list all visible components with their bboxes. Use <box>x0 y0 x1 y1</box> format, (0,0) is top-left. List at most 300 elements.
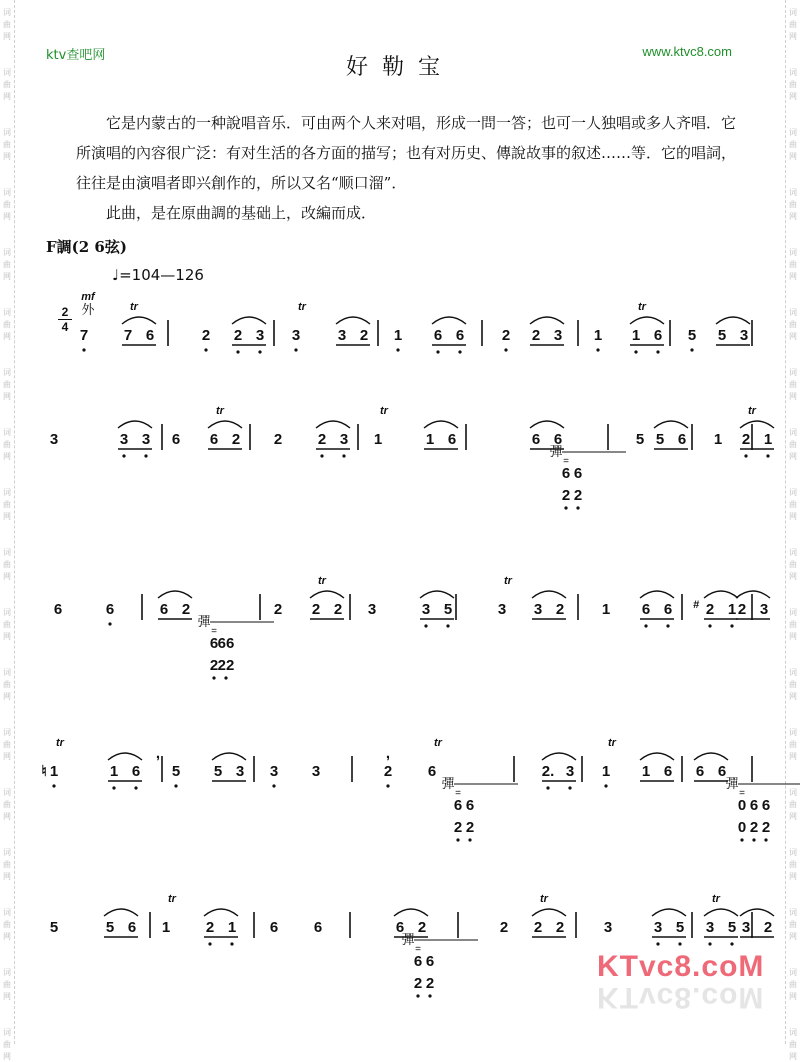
note: 2 <box>763 919 773 936</box>
margin-watermark-char: 曲 <box>789 140 797 149</box>
margin-watermark-char: 网 <box>3 32 11 41</box>
note: 3 <box>705 919 715 936</box>
score-row-4-notes <box>41 720 771 850</box>
note: 2 <box>231 431 241 448</box>
note: 2 <box>317 431 327 448</box>
margin-watermark-char: 网 <box>3 212 11 221</box>
key-signature <box>46 236 127 257</box>
margin-watermark-char: 曲 <box>3 860 11 869</box>
note: 5 <box>727 919 737 936</box>
trill-mark: tr <box>504 575 512 587</box>
margin-watermark-char: 网 <box>3 992 11 1001</box>
octave-dot <box>656 942 659 945</box>
margin-watermark-char: 曲 <box>3 80 11 89</box>
score-row-3 <box>46 566 769 686</box>
margin-watermark-char: 网 <box>789 752 797 761</box>
note: 1 <box>393 327 403 344</box>
note: 2 <box>233 327 243 344</box>
margin-watermark-char: 网 <box>789 632 797 641</box>
site-watermark-logo: KTvc8.coM <box>597 950 765 983</box>
octave-dot <box>396 348 399 351</box>
pluck-mark: 彈 <box>725 777 739 792</box>
octave-dot <box>766 454 769 457</box>
chord-note: 2 <box>561 487 571 504</box>
chord-note: 0 <box>737 819 747 836</box>
octave-dot <box>596 348 599 351</box>
octave-dot <box>212 676 215 679</box>
chord-note: 0 <box>737 797 747 814</box>
octave-dot <box>678 942 681 945</box>
margin-watermark-char: 词 <box>789 68 797 77</box>
breath-mark: , <box>385 745 391 762</box>
tempo-value: =104—126 <box>119 266 204 284</box>
dynamic-mark: mf <box>81 291 95 303</box>
note: 3 <box>255 327 265 344</box>
note: 6 <box>553 431 563 448</box>
note: 2 <box>555 919 565 936</box>
margin-watermark-char: 词 <box>3 968 11 977</box>
slur <box>118 421 152 428</box>
octave-dot <box>416 994 419 997</box>
note: 1 <box>161 919 171 936</box>
breath-mark: , <box>155 745 161 762</box>
margin-watermark-char: 曲 <box>789 980 797 989</box>
octave-dot <box>108 622 111 625</box>
octave-dot <box>644 624 647 627</box>
site-url-right[interactable]: www.ktvc8.com <box>642 44 732 59</box>
margin-watermark-char: 词 <box>3 308 11 317</box>
margin-watermark-char: 词 <box>3 548 11 557</box>
intro-paragraph: 它是内蒙古的一种說唱音乐．可由两个人来对唱，形成一問一答；也可一人独唱或多人齐唱．它所演唱的內容很广泛：有对生活的各方面的描写；也有对历史、傳說故事的叙述……等．它的唱詞，往往是由演唱者即兴創作的，所以又名“顺口溜”． <box>76 114 737 192</box>
margin-watermark-char: 词 <box>3 608 11 617</box>
note: 1 <box>425 431 435 448</box>
margin-watermark-char: 网 <box>789 812 797 821</box>
note: 3 <box>291 327 301 344</box>
margin-watermark-char: 曲 <box>3 140 11 149</box>
margin-watermark-char: 曲 <box>789 800 797 809</box>
note: 3 <box>235 763 245 780</box>
note: 2 <box>359 327 369 344</box>
margin-watermark-char: 曲 <box>3 320 11 329</box>
right-dashed-border <box>785 0 786 1044</box>
pluck-mark: 彈 <box>441 777 455 792</box>
trill-mark: tr <box>216 405 224 417</box>
margin-watermark-char: 词 <box>789 968 797 977</box>
chord-note: 6 <box>573 465 583 482</box>
margin-watermark-char: 词 <box>3 728 11 737</box>
margin-watermark-char: 网 <box>789 1052 797 1061</box>
octave-dot <box>82 348 85 351</box>
octave-dot <box>764 838 767 841</box>
margin-watermark-char: 曲 <box>3 560 11 569</box>
margin-watermark-char: 词 <box>789 668 797 677</box>
note: 6 <box>455 327 465 344</box>
margin-watermark-char: 网 <box>3 932 11 941</box>
chord-note: 6 <box>453 797 463 814</box>
trill-mark: tr <box>56 737 64 749</box>
slur <box>704 909 738 916</box>
slur <box>716 317 750 324</box>
chord-note: 6 <box>413 953 423 970</box>
note: 1 <box>713 431 723 448</box>
note: 5 <box>443 601 453 618</box>
margin-watermark-char: 词 <box>3 848 11 857</box>
note: 2 <box>273 601 283 618</box>
margin-watermark-char: 词 <box>3 908 11 917</box>
margin-watermark-char: 网 <box>3 752 11 761</box>
margin-watermark-char: 词 <box>3 428 11 437</box>
note: 5 <box>675 919 685 936</box>
octave-dot <box>690 348 693 351</box>
margin-watermark-char: 词 <box>789 248 797 257</box>
note: 2 <box>533 919 543 936</box>
slur <box>740 909 774 916</box>
margin-watermark-char: 曲 <box>3 440 11 449</box>
margin-watermark-char: 词 <box>3 8 11 17</box>
score-row-4 <box>41 720 771 850</box>
note: 6 <box>269 919 279 936</box>
note: 6 <box>127 919 137 936</box>
octave-dot <box>468 838 471 841</box>
note: 2 <box>499 919 509 936</box>
margin-watermark-char: 曲 <box>789 620 797 629</box>
note: 6 <box>131 763 141 780</box>
slur <box>336 317 370 324</box>
song-title: 好勒宝 <box>345 55 454 80</box>
note: 2 <box>555 601 565 618</box>
margin-watermark-char: 网 <box>789 332 797 341</box>
slur <box>310 591 344 598</box>
score-row-2 <box>46 396 773 526</box>
margin-watermark-char: 曲 <box>3 920 11 929</box>
margin-watermark-char: 词 <box>3 128 11 137</box>
slur <box>694 753 728 760</box>
margin-watermark-char: 网 <box>789 932 797 941</box>
margin-watermark-char: 词 <box>789 368 797 377</box>
octave-dot <box>458 350 461 353</box>
note: 6 <box>171 431 181 448</box>
chord-note: 2 <box>761 819 771 836</box>
margin-watermark-char: 词 <box>3 368 11 377</box>
slur <box>736 591 770 598</box>
margin-watermark-char: 网 <box>789 212 797 221</box>
chord-note: 2 <box>425 975 435 992</box>
slur <box>542 753 576 760</box>
pluck-mark: 彈 <box>197 615 211 630</box>
margin-watermark-char: 曲 <box>789 560 797 569</box>
slur <box>630 317 664 324</box>
margin-watermark-char: 曲 <box>3 740 11 749</box>
octave-dot <box>564 506 567 509</box>
margin-watermark-char: 曲 <box>3 800 11 809</box>
chord-note: 6 <box>425 953 435 970</box>
chord-note: 6 <box>749 797 759 814</box>
chord-note: 22 <box>217 657 235 674</box>
note: 2 <box>417 919 427 936</box>
note: 6 <box>53 601 63 618</box>
margin-watermark-char: 网 <box>3 392 11 401</box>
chord-note: 2 <box>573 487 583 504</box>
note: 3 <box>565 763 575 780</box>
margin-watermark-char: 曲 <box>3 260 11 269</box>
octave-dot <box>446 624 449 627</box>
margin-watermark-char: 曲 <box>789 860 797 869</box>
slur <box>394 909 428 916</box>
margin-watermark-char: 网 <box>789 692 797 701</box>
margin-watermark-char: 曲 <box>3 980 11 989</box>
octave-dot <box>174 784 177 787</box>
margin-watermark-char: 曲 <box>789 380 797 389</box>
trill-mark: tr <box>318 575 326 587</box>
string-stop-mark: = <box>415 944 421 955</box>
outer-string-mark: 外 <box>81 303 95 318</box>
margin-watermark-char: 网 <box>789 272 797 281</box>
octave-dot <box>112 786 115 789</box>
margin-watermark-char: 曲 <box>789 920 797 929</box>
margin-watermark-char: 词 <box>789 128 797 137</box>
note: 2 <box>531 327 541 344</box>
margin-watermark-char: 网 <box>789 32 797 41</box>
note: 2 <box>205 919 215 936</box>
note: 6 <box>427 763 437 780</box>
note: 1 <box>109 763 119 780</box>
key-label: F調( <box>46 238 79 256</box>
note: 3 <box>741 919 751 936</box>
note: 5 <box>213 763 223 780</box>
margin-watermark-char: 网 <box>3 632 11 641</box>
note: 6 <box>531 431 541 448</box>
margin-watermark-char: 曲 <box>789 680 797 689</box>
note: 2 <box>333 601 343 618</box>
chord-note: 2 <box>413 975 423 992</box>
margin-watermark-char: 网 <box>3 812 11 821</box>
time-signature-top: 2 <box>61 305 69 319</box>
slur <box>640 591 674 598</box>
chord-note: 6 <box>561 465 571 482</box>
margin-watermark-char: 词 <box>789 608 797 617</box>
note: 2 <box>201 327 211 344</box>
margin-watermark-char: 曲 <box>3 200 11 209</box>
note: 1 <box>601 763 611 780</box>
margin-watermark-char: 网 <box>789 872 797 881</box>
octave-dot <box>428 994 431 997</box>
margin-watermark-char: 词 <box>3 248 11 257</box>
left-margin-watermark <box>0 0 14 1061</box>
note: 3 <box>553 327 563 344</box>
note: 6 <box>145 327 155 344</box>
score-row-1-notes <box>46 291 758 384</box>
slur <box>108 753 142 760</box>
octave-dot <box>568 786 571 789</box>
note: 1 <box>601 601 611 618</box>
note: 5 <box>635 431 645 448</box>
note: 3 <box>603 919 613 936</box>
slur <box>740 421 774 428</box>
note: 6 <box>433 327 443 344</box>
octave-dot <box>456 838 459 841</box>
note: 2 <box>181 601 191 618</box>
margin-watermark-char: 曲 <box>789 440 797 449</box>
trill-mark: tr <box>608 737 616 749</box>
octave-dot <box>208 942 211 945</box>
octave-dot <box>134 786 137 789</box>
margin-watermark-char: 网 <box>3 872 11 881</box>
note: 2 <box>311 601 321 618</box>
note: 5 <box>105 919 115 936</box>
margin-watermark-char: 网 <box>789 572 797 581</box>
margin-watermark-char: 网 <box>3 272 11 281</box>
chord-note: 2 <box>749 819 759 836</box>
note: 3 <box>497 601 507 618</box>
margin-watermark-char: 曲 <box>3 1040 11 1049</box>
string-stop-mark: = <box>563 456 569 467</box>
octave-dot <box>656 350 659 353</box>
slur <box>532 591 566 598</box>
trill-mark: tr <box>712 893 720 905</box>
chord-note: 2 <box>453 819 463 836</box>
margin-watermark-char: 曲 <box>789 260 797 269</box>
margin-watermark-char: 曲 <box>789 1040 797 1049</box>
octave-dot <box>342 454 345 457</box>
slur <box>122 317 156 324</box>
trill-mark: tr <box>638 301 646 313</box>
margin-watermark-char: 词 <box>789 308 797 317</box>
string-stop-mark: = <box>739 788 745 799</box>
margin-watermark-char: 词 <box>789 788 797 797</box>
note: 3 <box>269 763 279 780</box>
note: 3 <box>119 431 129 448</box>
margin-watermark-char: 网 <box>3 452 11 461</box>
chord-note: 66 <box>217 635 235 652</box>
margin-watermark-char: 词 <box>789 848 797 857</box>
note: 1 <box>727 601 737 618</box>
note: 5 <box>687 327 697 344</box>
note: 6 <box>653 327 663 344</box>
trill-mark: tr <box>434 737 442 749</box>
note: 3 <box>339 431 349 448</box>
note: 3 <box>739 327 749 344</box>
margin-watermark-char: 曲 <box>789 80 797 89</box>
site-name-left[interactable]: ktv查吧网 <box>46 48 106 63</box>
note: 2 <box>383 763 393 780</box>
octave-dot <box>424 624 427 627</box>
note: 5 <box>655 431 665 448</box>
margin-watermark-char: 网 <box>789 92 797 101</box>
trill-mark: tr <box>380 405 388 417</box>
note: 3 <box>533 601 543 618</box>
slur <box>158 591 192 598</box>
slur <box>316 421 350 428</box>
note: 5 <box>49 919 59 936</box>
chord-note: 2 <box>209 657 219 674</box>
octave-dot <box>504 348 507 351</box>
note: 3 <box>367 601 377 618</box>
margin-watermark-char: 词 <box>3 668 11 677</box>
pluck-mark: 彈 <box>401 933 415 948</box>
trill-mark: tr <box>540 893 548 905</box>
slur <box>532 909 566 916</box>
note: 6 <box>105 601 115 618</box>
octave-dot <box>752 838 755 841</box>
margin-watermark-char: 曲 <box>789 740 797 749</box>
margin-watermark-char: 网 <box>3 1052 11 1061</box>
note: 1 <box>227 919 237 936</box>
note: 6 <box>695 763 705 780</box>
note: 1 <box>641 763 651 780</box>
octave-dot <box>740 838 743 841</box>
margin-watermark-char: 词 <box>3 68 11 77</box>
note: 6 <box>717 763 727 780</box>
slur <box>208 421 242 428</box>
chord-note: 6 <box>761 797 771 814</box>
left-dashed-border <box>14 0 15 1044</box>
margin-watermark-char: 词 <box>3 188 11 197</box>
string-stop-mark: = <box>455 788 461 799</box>
note: 1 <box>373 431 383 448</box>
octave-dot <box>52 784 55 787</box>
chord-note: 6 <box>465 797 475 814</box>
note: 2. <box>541 763 555 780</box>
note: 3 <box>141 431 151 448</box>
note: 1 <box>631 327 641 344</box>
octave-dot <box>546 786 549 789</box>
margin-watermark-char: 词 <box>789 728 797 737</box>
slur <box>104 909 138 916</box>
chord-note: 2 <box>465 819 475 836</box>
trill-mark: tr <box>748 405 756 417</box>
slur <box>432 317 466 324</box>
margin-watermark-char: 曲 <box>789 200 797 209</box>
score-row-3-notes <box>46 566 769 686</box>
note: 3 <box>49 431 59 448</box>
margin-watermark-char: 词 <box>3 788 11 797</box>
quarter-note-icon: ♩ <box>112 266 120 284</box>
string-stop-mark: = <box>211 626 217 637</box>
note: 6 <box>677 431 687 448</box>
margin-watermark-char: 词 <box>789 548 797 557</box>
margin-watermark-char: 曲 <box>3 680 11 689</box>
tempo-marking <box>112 266 204 284</box>
note: 2 <box>737 601 747 618</box>
octave-dot <box>730 942 733 945</box>
octave-dot <box>272 784 275 787</box>
slur <box>704 591 738 598</box>
octave-dot <box>144 454 147 457</box>
octave-dot <box>744 454 747 457</box>
slur <box>640 753 674 760</box>
margin-watermark-char: 词 <box>789 8 797 17</box>
slur <box>530 317 564 324</box>
slur <box>420 591 454 598</box>
margin-watermark-char: 曲 <box>789 320 797 329</box>
note: 1 <box>593 327 603 344</box>
slur <box>654 421 688 428</box>
octave-dot <box>666 624 669 627</box>
note: 6 <box>663 763 673 780</box>
score-row-2-notes <box>46 396 773 526</box>
margin-watermark-char: 网 <box>3 692 11 701</box>
margin-watermark-char: 网 <box>3 572 11 581</box>
margin-watermark-char: 词 <box>3 488 11 497</box>
margin-watermark-char: 曲 <box>789 500 797 509</box>
octave-dot <box>708 942 711 945</box>
slur <box>232 317 266 324</box>
site-watermark-reflection: KTvc8.coM <box>597 981 765 1014</box>
note: 7 <box>79 327 89 344</box>
margin-watermark-char: 网 <box>789 512 797 521</box>
margin-watermark-char: 网 <box>3 332 11 341</box>
margin-watermark-char: 曲 <box>3 620 11 629</box>
